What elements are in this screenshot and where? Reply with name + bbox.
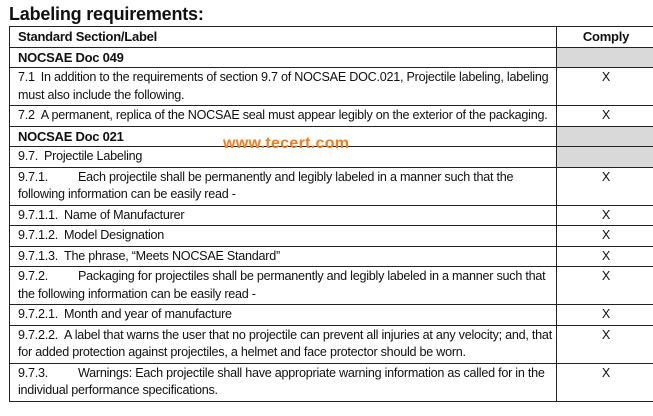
section-text: A label that warns the user that no projectile can prevent all injuries at any velocity; and, that for added protection against projectiles, a helmet and face protector should be worn. — [18, 327, 552, 359]
watermark: www.tecert.com — [223, 135, 350, 152]
comply-cell: X — [557, 267, 653, 305]
comply-cell: X — [557, 106, 653, 127]
section-number: 9.7.2. — [18, 269, 49, 283]
section-text: Month and year of manufacture — [64, 307, 232, 321]
page-title: Labeling requirements: — [9, 4, 204, 24]
table-row — [10, 205, 653, 226]
table-header-row — [10, 27, 653, 48]
table-row — [10, 167, 653, 205]
comply-cell — [557, 147, 653, 168]
section-text: Model Designation — [64, 228, 165, 242]
section-cell — [10, 106, 557, 127]
labeling-requirements-table — [9, 26, 653, 402]
comply-cell: X — [557, 226, 653, 247]
table-row — [10, 325, 653, 363]
section-cell: NOCSAE Doc 021 — [10, 126, 557, 147]
comply-cell: X — [557, 363, 653, 401]
table-row — [10, 47, 653, 68]
comply-cell: X — [557, 68, 653, 106]
section-cell: NOCSAE Doc 049 — [10, 47, 557, 68]
header-section: Standard Section/Label — [10, 27, 557, 48]
comply-cell: X — [557, 167, 653, 205]
section-text: Name of Manufacturer — [64, 207, 185, 222]
section-text: Each projectile shall be permanently and legibly labeled in a manner such that the following information can be easily read - — [18, 169, 514, 201]
table-row — [10, 106, 653, 127]
section-number: 9.7.1.3. — [18, 248, 59, 263]
section-text: Warnings: Each projectile shall have appropriate warning information as called for in the individual performance specifications. — [18, 365, 545, 397]
section-number: 7.2 — [18, 108, 35, 122]
table-row — [10, 68, 653, 106]
comply-cell: X — [557, 325, 653, 363]
header-comply: Comply — [557, 27, 653, 48]
section-cell — [10, 68, 557, 106]
section-cell — [10, 305, 557, 326]
table-row — [10, 226, 653, 247]
comply-cell: X — [557, 246, 653, 267]
comply-cell — [557, 47, 653, 68]
section-text: Packaging for projectiles shall be permanently and legibly labeled in a manner such that the following information can be easily read - — [18, 269, 546, 301]
section-cell — [10, 205, 557, 226]
comply-cell — [557, 126, 653, 147]
section-number: 9.7.1. — [18, 169, 49, 184]
section-number: 9.7.1.1. — [18, 207, 59, 222]
section-text: The phrase, “Meets NOCSAE Standard” — [64, 248, 280, 263]
section-number: 9.7.2.1. — [18, 307, 59, 321]
section-cell — [10, 246, 557, 267]
table-row — [10, 363, 653, 401]
section-number: 9.7. — [18, 149, 39, 163]
section-number: 7.1 — [18, 70, 35, 84]
section-cell — [10, 363, 557, 401]
table-row — [10, 267, 653, 305]
section-text: Projectile Labeling — [44, 149, 143, 163]
section-cell — [10, 267, 557, 305]
section-number: 9.7.1.2. — [18, 228, 59, 242]
section-cell — [10, 325, 557, 363]
section-cell — [10, 226, 557, 247]
table-row — [10, 305, 653, 326]
section-text: In addition to the requirements of section 9.7 of NOCSAE DOC.021, Projectile labeling, labeling must also include the following. — [18, 70, 549, 102]
section-number: 9.7.3. — [18, 365, 49, 380]
section-cell — [10, 167, 557, 205]
section-text: A permanent, replica of the NOCSAE seal must appear legibly on the exterior of the packaging. — [40, 108, 548, 122]
table-row — [10, 246, 653, 267]
comply-cell: X — [557, 205, 653, 226]
comply-cell: X — [557, 305, 653, 326]
section-number: 9.7.2.2. — [18, 327, 59, 342]
